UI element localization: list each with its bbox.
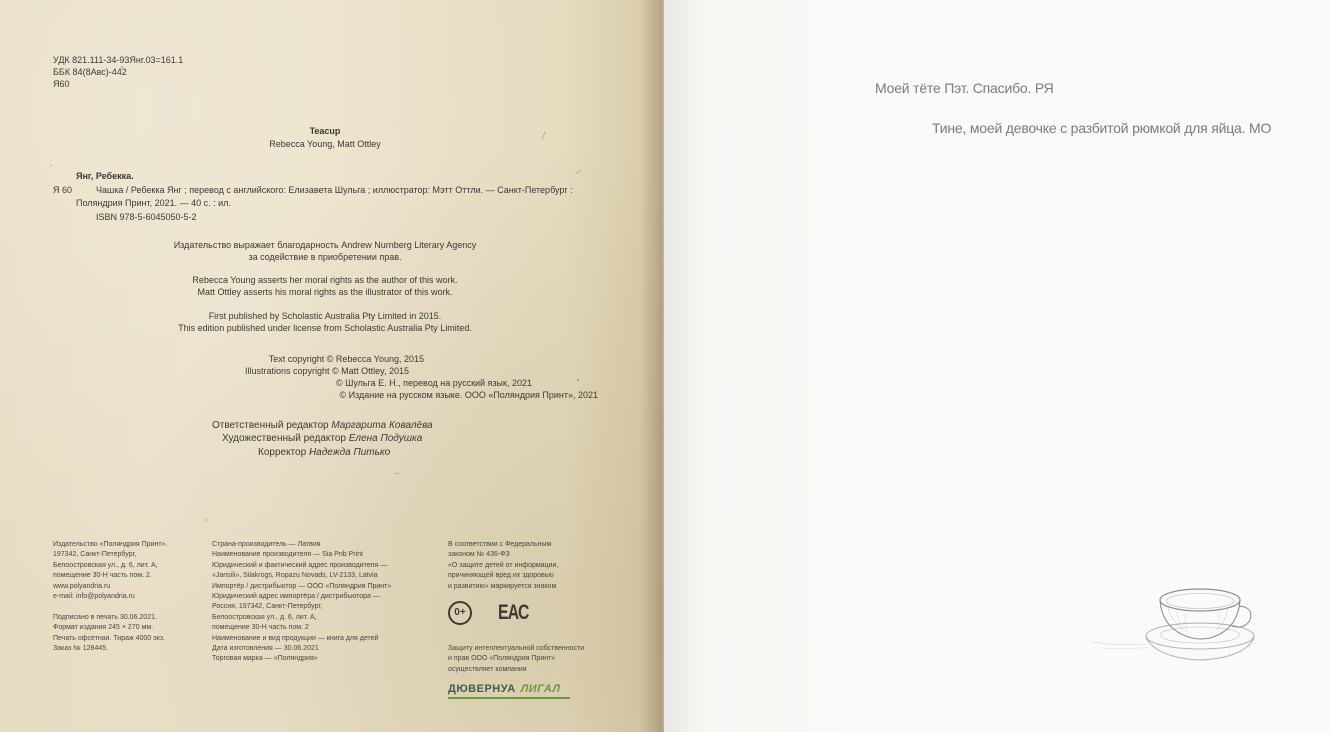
teacup-illustration	[1088, 578, 1258, 668]
print-line: Подписано в печать 30.06.2021.	[53, 614, 157, 621]
law-firm-logo	[448, 683, 561, 695]
publication-line: First published by Scholastic Australia Pty Limited in 2015.	[208, 311, 442, 321]
ip-line: Защиту интеллектуальной собственности	[448, 645, 585, 652]
catalog-description-cont: Поляндрия Принт, 2021. — 40 с. : ил.	[76, 198, 231, 208]
ip-line: осуществляет компания	[448, 665, 527, 673]
copyright-line: Text copyright © Rebecca Young, 2015	[268, 354, 424, 364]
bbk-code: ББК 84(8Авс)-442	[53, 67, 127, 77]
udk-code: УДК 821.111-34-93Янг.03=161.1	[53, 55, 184, 65]
logo-underline	[448, 697, 570, 699]
paper-speck	[577, 379, 579, 381]
manufacturer-line: Россия, 197342, Санкт-Петербург,	[212, 603, 323, 611]
editor-line	[212, 420, 433, 433]
thanks-line: Издательство выражает благодарность Andrew Nurnberg Literary Agency	[173, 240, 477, 250]
catalog-description: Чашка / Ребекка Янг ; перевод с английского: Елизавета Шульга ; иллюстратор: Мэтт Оттли. — Санкт-Петербург :	[96, 185, 573, 195]
editor-name: Надежда Питько	[308, 447, 391, 458]
publisher-line: помещение 30-Н часть пом. 2.	[53, 572, 152, 580]
rights-line: Matt Ottley asserts his moral rights as the illustrator of this work.	[197, 287, 453, 297]
dedication-line: Тине, моей девочке с разбитой рюмкой для яйца. МО	[932, 120, 1272, 136]
catalog-author: Янг, Ребекка.	[76, 171, 134, 181]
manufacturer-line: Страна-производитель — Латвия	[212, 541, 321, 548]
logo-part: ДЮВЕРНУА	[448, 683, 516, 695]
paper-speck	[541, 131, 546, 140]
catalog-call-number: Я 60	[53, 185, 73, 195]
manufacturer-line: Импортёр / дистрибьютор — ООО «Поляндрия Принт»	[212, 582, 392, 590]
editor-name: Елена Подушка	[348, 433, 423, 444]
copyright-line: © Шульга Е. Н., перевод на русский язык, 2021	[335, 378, 532, 388]
print-line: Заказ № 128445.	[53, 645, 109, 653]
manufacturer-line: Юридический и фактический адрес производителя —	[212, 561, 388, 569]
manufacturer-line: Наименование и вид продукции — книга для детей	[212, 634, 379, 642]
editor-line	[222, 433, 422, 446]
publisher-line: Белоостровская ул., д. 6, лит. А,	[53, 561, 158, 569]
manufacturer-line: Белоостровская ул., д. 6, лит. А,	[212, 613, 317, 621]
manufacturer-line: помещение 30-Н часть пом. 2	[212, 624, 309, 632]
law-line: «О защите детей от информации,	[448, 561, 559, 569]
age-rating-icon: 0+	[448, 601, 472, 625]
editor-role: Корректор	[258, 447, 307, 458]
paper-speck	[206, 518, 207, 522]
manufacturer-line: Юридический адрес импортёра / дистрибьютора —	[212, 593, 380, 600]
copyright-line: Illustrations copyright © Matt Ottley, 2015	[244, 366, 409, 376]
publisher-website: www.polyandria.ru	[53, 582, 111, 590]
law-line: и развитию» маркируется знаком	[448, 582, 557, 590]
publication-line: This edition published under license from Scholastic Australia Pty Limited.	[178, 323, 472, 333]
editor-role: Художественный редактор	[222, 433, 346, 444]
editor-name: Маргарита Ковалёва	[331, 420, 433, 431]
copyright-line: © Издание на русском языке. ООО «Поляндрия Принт», 2021	[339, 390, 598, 400]
paper-speck	[576, 170, 582, 174]
rights-line: Rebecca Young asserts her moral rights as the author of this work.	[192, 275, 458, 285]
isbn: ISBN 978-5-6045050-5-2	[96, 212, 197, 222]
law-line: причиняющей вред их здоровью	[448, 572, 554, 580]
logo-part: ЛИГАЛ	[520, 683, 561, 695]
law-line: В соответствии с Федеральным	[448, 541, 552, 548]
author-sign: Я60	[53, 79, 70, 89]
manufacturer-line: «Jansili», Silakrogs, Ropazu Novads, LV-2133, Latvia	[212, 572, 378, 580]
original-title: Teacup	[309, 126, 341, 136]
editor-line	[258, 447, 390, 460]
print-line: Печать офсетная. Тираж 4000 экз.	[53, 634, 166, 642]
dedication-line: Моей тёте Пэт. Спасибо. РЯ	[875, 80, 1054, 96]
paper-speck	[50, 165, 52, 166]
print-line: Формат издания 245 × 270 мм.	[53, 624, 154, 632]
ip-line: и прав ООО «Поляндрия Принт»	[448, 655, 556, 663]
original-authors: Rebecca Young, Matt Ottley	[269, 139, 381, 149]
eac-mark-icon: ЕАС	[498, 601, 529, 624]
manufacturer-line: Наименование производителя — Sia Pnb Print	[212, 551, 363, 559]
publisher-line: 197342, Санкт-Петербург,	[53, 551, 137, 559]
manufacturer-line: Дата изготовления — 30.06.2021	[212, 645, 319, 652]
imprint-page	[0, 0, 664, 732]
publisher-email: e-mail: info@polyandria.ru	[53, 593, 135, 600]
law-line: законом № 436-ФЗ	[448, 551, 510, 559]
manufacturer-line: Торговая марка — «Поляндрия»	[212, 655, 318, 663]
publisher-line: Издательство «Поляндрия Принт».	[53, 541, 168, 548]
thanks-line: за содействие в приобретении прав.	[248, 252, 402, 262]
editor-role: Ответственный редактор	[212, 420, 329, 431]
paper-speck	[395, 473, 399, 474]
